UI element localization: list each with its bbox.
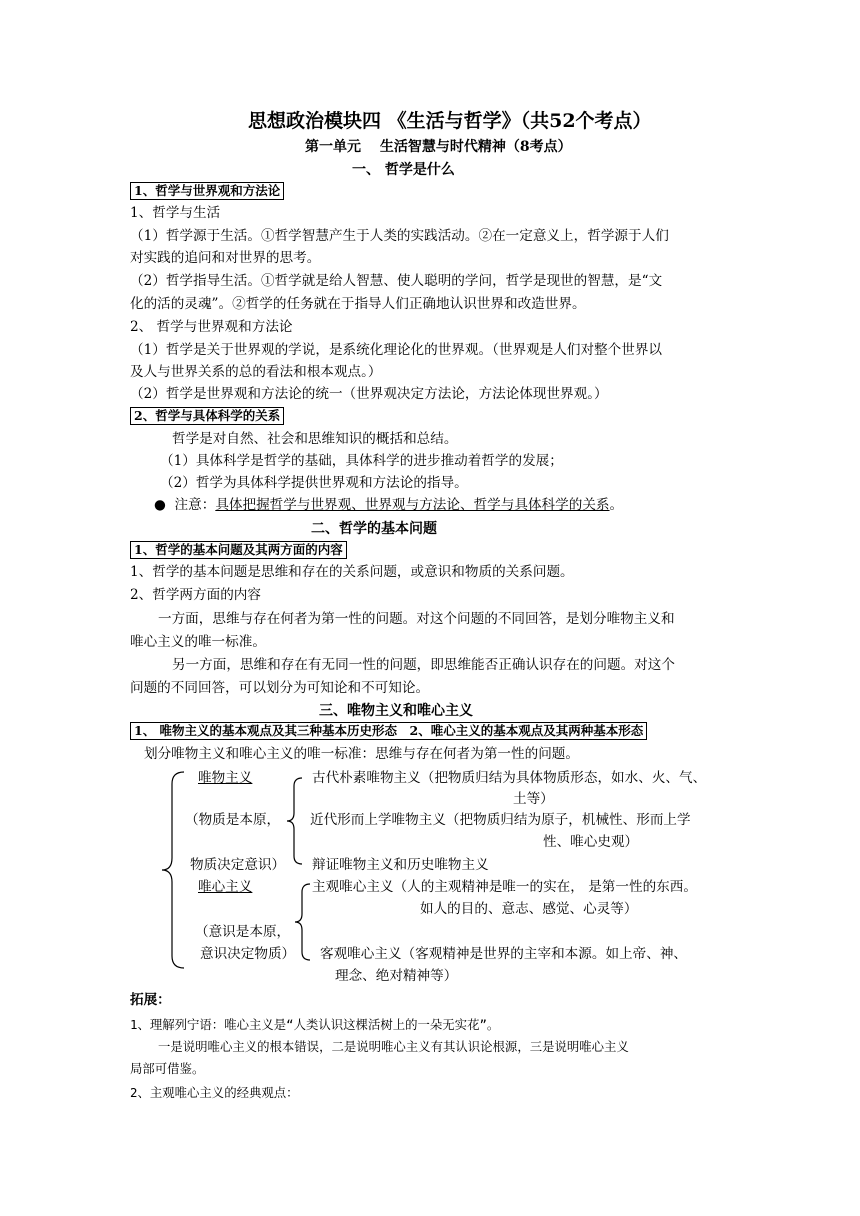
topic-box-4: 1、 唯物主义的基本观点及其三种基本历史形态 2、唯心主义的基本观点及其两种基本形态	[130, 722, 647, 740]
note-line	[154, 495, 623, 516]
bullet-icon: ●	[154, 497, 166, 513]
document-title: 思想政治模块四 《生活与哲学》（共52个考点）	[248, 110, 652, 132]
materialism-branch-3: 辩证唯物主义和历史唯物主义	[312, 857, 489, 873]
unit-heading: 第一单元 生活智慧与时代精神（8考点）	[305, 139, 572, 155]
idealism-branch-1: 主观唯心主义（人的主观精神是唯一的实在， 是第一性的东西。	[312, 879, 697, 895]
paragraph-line: （2）哲学指导生活。①哲学就是给人智慧、使人聪明的学问，哲学是现世的智慧，是“文	[130, 273, 663, 289]
paragraph-line: （2）哲学为具体科学提供世界观和方法论的指导。	[160, 475, 468, 491]
idealism-branch-1-cont: 如人的目的、意志、感觉、心灵等）	[420, 901, 638, 917]
paragraph-line: 对实践的追问和对世界的思考。	[130, 250, 321, 266]
paragraph-line: （1）哲学源于生活。①哲学智慧产生于人类的实践活动。②在一定意义上，哲学源于人们	[130, 228, 669, 244]
paragraph-line: 化的活的灵魂”。②哲学的任务就在于指导人们正确地认识世界和改造世界。	[130, 296, 586, 312]
materialism-branch-2-cont: 性、唯心史观）	[543, 834, 639, 850]
paragraph-line: （2）哲学是世界观和方法论的统一（世界观决定方法论，方法论体现世界观。）	[130, 386, 608, 402]
paragraph-line: （1）具体科学是哲学的基础，具体科学的进步推动着哲学的发展；	[160, 453, 563, 469]
idealism-label: 唯心主义	[198, 879, 253, 895]
extension-line: 2、主观唯心主义的经典观点：	[130, 1085, 299, 1100]
paragraph-line: 另一方面，思维和存在有无同一性的问题，即思维能否正确认识存在的问题。对这个	[172, 657, 675, 673]
extension-line: 局部可借鉴。	[130, 1061, 205, 1076]
materialism-branch-2: 近代形而上学唯物主义（把物质归结为原子，机械性、形而上学	[310, 812, 691, 828]
idealism-branch-2-cont: 理念、绝对精神等）	[335, 968, 458, 984]
subheading: 2、哲学两方面的内容	[130, 587, 261, 603]
section-heading-1: 一、 哲学是什么	[352, 162, 455, 178]
topic-box-3: 1、哲学的基本问题及其两方面的内容	[130, 541, 347, 559]
paragraph-line: 问题的不同回答，可以划分为可知论和不可知论。	[130, 680, 430, 696]
subheading: 1、哲学与生活	[130, 205, 221, 221]
extension-heading: 拓展：	[130, 992, 171, 1008]
paragraph-line: 哲学是对自然、社会和思维知识的概括和总结。	[172, 431, 458, 447]
paragraph-line: （1）哲学是关于世界观的学说，是系统化理论化的世界观。（世界观是人们对整个世界以	[130, 342, 663, 358]
paragraph-line: 1、哲学的基本问题是思维和存在的关系问题，或意识和物质的关系问题。	[130, 564, 574, 580]
extension-line: 一是说明唯心主义的根本错误，二是说明唯心主义有其认识论根源，三是说明唯心主义	[158, 1039, 629, 1054]
idealism-desc: （意识是本原，	[195, 924, 291, 940]
note-text: 具体把握哲学与世界观、世界观与方法论、哲学与具体科学的关系	[215, 497, 610, 513]
outer-brace-icon	[160, 770, 190, 970]
note-end: 。	[609, 497, 624, 513]
materialism-branch-1: 古代朴素唯物主义（把物质归结为具体物质形态，如水、火、气、	[312, 770, 707, 786]
paragraph-line: 及人与世界关系的总的看法和根本观点。）	[130, 364, 382, 380]
materialism-branch-1-cont: 土等）	[513, 791, 554, 807]
materialism-label: 唯物主义	[198, 770, 253, 786]
materialism-brace-icon	[286, 776, 306, 866]
subheading: 2、 哲学与世界观和方法论	[130, 319, 293, 335]
materialism-desc: （物质是本原，	[185, 812, 281, 828]
topic-box-2: 2、哲学与具体科学的关系	[130, 407, 284, 425]
idealism-brace-icon	[294, 882, 314, 962]
extension-line: 1、理解列宁语：唯心主义是“人类认识这棵活树上的一朵无实花”。	[130, 1017, 500, 1032]
topic-box-1: 1、哲学与世界观和方法论	[130, 182, 284, 200]
note-prefix: 注意：	[174, 497, 216, 513]
section-heading-2: 二、哲学的基本问题	[311, 521, 437, 537]
materialism-desc: 物质决定意识）	[190, 857, 286, 873]
idealism-branch-2: 客观唯心主义（客观精神是世界的主宰和本源。如上帝、神、	[320, 946, 688, 962]
paragraph-line: 划分唯物主义和唯心主义的唯一标准：思维与存在何者为第一性的问题。	[144, 746, 579, 762]
paragraph-line: 唯心主义的唯一标准。	[130, 634, 266, 650]
paragraph-line: 一方面，思维与存在何者为第一性的问题。对这个问题的不同回答，是划分唯物主义和	[158, 611, 675, 627]
section-heading-3: 三、唯物主义和唯心主义	[319, 703, 473, 719]
idealism-desc: 意识决定物质）	[200, 946, 296, 962]
